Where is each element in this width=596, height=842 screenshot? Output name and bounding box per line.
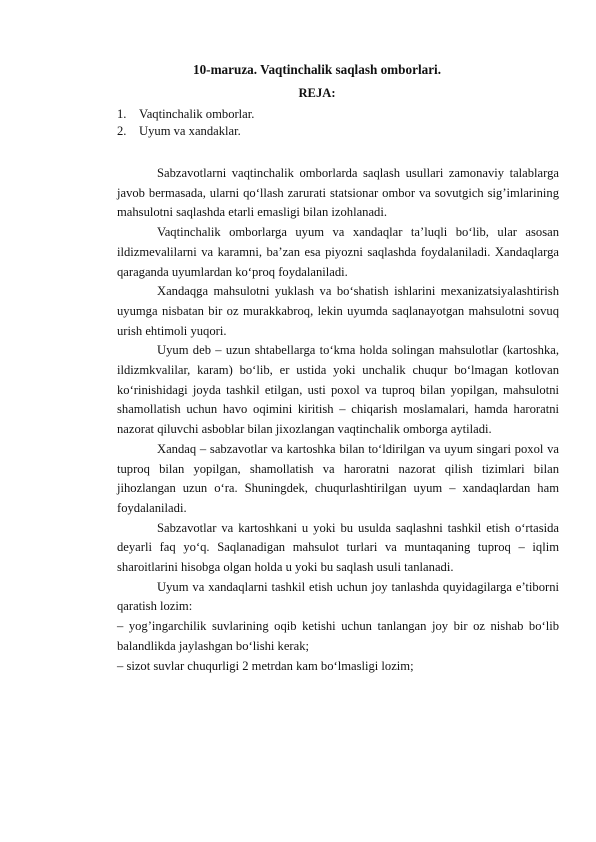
paragraph: Sabzavotlar va kartoshkani u yoki bu usulda saqlashni tashkil etish o‘rtasida deyarli faq yo‘q. Saqlanadigan mahsulot turlari va muntaqaning tuproq – iqlim sharoitlarini hisobga olgan holda u yoki bu saqlash usuli tanlanadi. [117, 520, 559, 575]
bullet-item: – yog’ingarchilik suvlarining oqib ketishi uchun tanlangan joy bir oz nishab bo‘lib balandlikda jaylashgan bo‘lishi kerak; [117, 619, 559, 653]
paragraph: Xandaqga mahsulotni yuklash va bo‘shatish ishlarini mexanizatsiyalashtirish uyumga nisbatan bir oz murakkabroq, lekin uyumda saqlanayotgan mahsulotni sovuq urish ehtimoli yuqori. [117, 284, 559, 338]
lecture-title: 10-maruza. Vaqtinchalik saqlash omborlari. [192, 62, 442, 77]
plan-item-text: Uyum va xandaklar. [139, 124, 241, 138]
lecture-body [117, 164, 559, 676]
paragraph: Sabzavotlarni vaqtinchalik omborlarda saqlash usullari zamonaviy talablarga javob bermasada, ularni qo‘llash zarurati statsionar ombor va sovutgich sig’imlarining mahsulotni saqlashda etarli emasligi bilan izohlanadi. [117, 166, 559, 220]
plan-item [117, 123, 254, 140]
bullet-item: – sizot suvlar chuqurligi 2 metrdan kam bo‘lmasligi lozim; [117, 658, 414, 673]
paragraph: Xandaq – sabzavotlar va kartoshka bilan to‘ldirilgan va uyum singari poxol va tuproq bilan yopilgan, shamollatish va haroratni nazorat qilish tizimlari bilan jihozlangan uzun o‘ra. Shuningdek, chuqurlashtirilgan uyum – xandaqlardan ham foydalaniladi. [117, 441, 559, 515]
plan-list [117, 106, 254, 140]
plan-heading: REJA: [298, 86, 336, 100]
plan-item-number: 2. [117, 124, 127, 138]
paragraph: Vaqtinchalik omborlarga uyum va xandaqlar ta’luqli bo‘lib, ular asosan ildizmevalilarni va karamni, ba’zan esa piyozni saqlashda foydalaniladi. Xandaqlarga qaraganda uyumlardan ko‘proq foydalaniladi. [117, 225, 559, 279]
paragraph: Uyum va xandaqlarni tashkil etish uchun joy tanlashda quyidagilarga e’tiborni qaratish lozim: [117, 579, 559, 614]
paragraph: Uyum deb – uzun shtabellarga to‘kma holda solingan mahsulotlar (kartoshka, ildizmkvalilar, karam) bo‘lib, er ustida yoki unchalik chuqur bo‘lmagan kotlovan ko‘rinishidagi joyda tashkil etilgan, usti poxol va tuproq bilan yopilgan, mahsulotni shamollatish uchun havo oqimini kiritish – chiqarish moslamalari, hamda haroratni nazorat qiluvchi asboblar bilan jixozlangan vaqtinchalik omborga aytiladi. [117, 343, 559, 437]
plan-item-text: Vaqtinchalik omborlar. [139, 107, 255, 121]
plan-item [117, 106, 254, 123]
plan-item-number: 1. [117, 107, 127, 121]
